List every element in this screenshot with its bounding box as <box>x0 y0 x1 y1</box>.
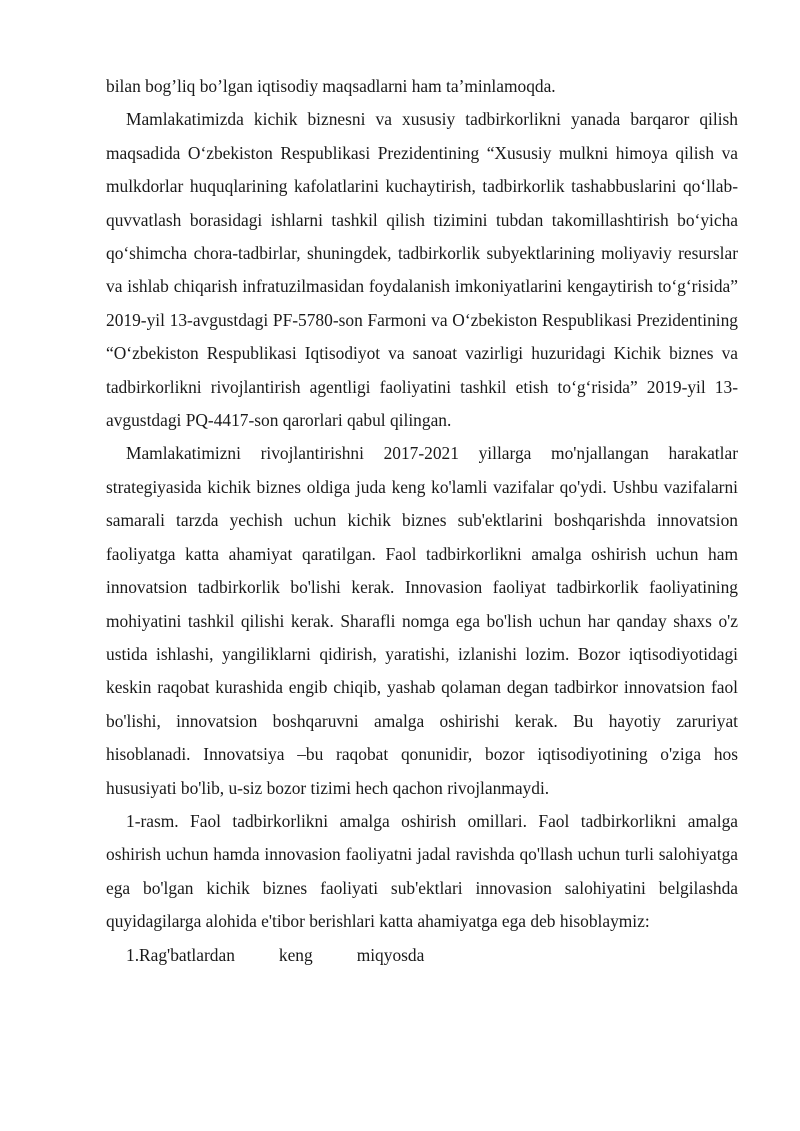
list-word: 1.Rag'batlardan <box>126 944 235 965</box>
list-word: keng <box>278 944 313 965</box>
list-word: miqyosda <box>356 944 425 965</box>
paragraph-innovation-strategy: Mamlakatimizni rivojlantirishni 2017-2021 yillarga mo'njallangan harakatlar strategiyasida kichik biznes oldiga juda keng ko'lamli vazifalar qo'ydi. Ushbu vazifalarni samarali tarzda yechish uchun kichik biznes sub'ektlarini boshqarishda innovatsion faoliyatga katta ahamiyat qaratilgan. Faol tadbirkorlikni amalga oshirish uchun ham innovatsion tadbirkorlik bo'lishi kerak. Innovasion faoliyat tadbirkorlik faoliyatining mohiyatini tashkil qilishi kerak. Sharafli nomga ega bo'lish uchun har qanday shaxs o'z ustida ishlashi, yangiliklarni qidirish, yaratishi, izlanishi lozim. Bozor iqtisodiyotidagi keskin raqobat kurashida engib chiqib, yashab qolaman degan tadbirkor innovatsion faol bo'lishi, innovatsion boshqaruvni amalga oshirishi kerak. Bu hayotiy zaruriyat hisoblanadi. Innovatsiya –bu raqobat qonunidir, bozor iqtisodiyotining o'ziga hos hususiyati bo'lib, u-siz bozor tizimi hech qachon rivojlanmaydi. <box>106 443 738 798</box>
list-item-1 <box>106 939 738 972</box>
paragraph-continuation: bilan bog’liq bo’lgan iqtisodiy maqsadlarni ham ta’minlamoqda. <box>106 76 556 96</box>
paragraph-figure-caption: 1-rasm. Faol tadbirkorlikni amalga oshirish omillari. Faol tadbirkorlikni amalga oshirish uchun hamda innovasion faoliyatni jadal ravishda qo'llash uchun turli salohiyatga ega bo'lgan kichik biznes faoliyati sub'ektlari innovasion salohiyatini belgilashda quyidagilarga alohida e'tibor berishlari katta ahamiyatga ega deb hisoblaymiz: <box>106 810 738 932</box>
body-text <box>106 70 738 972</box>
paragraph-legal-acts: Mamlakatimizda kichik biznesni va xususiy tadbirkorlikni yanada barqaror qilish maqsadida O‘zbekiston Respublikasi Prezidentining “Xususiy mulkni himoya qilish va mulkdorlar huquqlarining kafolatlarini kuchaytirish, tadbirkorlik tashabbuslarini qo‘llab- quvvatlash borasidagi ishlarni tashkil qilish tizimini tubdan takomillashtirish bo‘yicha qo‘shimcha chora-tadbirlar, shuningdek, tadbirkorlik subyektlarining moliyaviy resurslar va ishlab chiqarish infratuzilmasidan foydalanish imkoniyatlarini kengaytirish to‘g‘risida” 2019-yil 13-avgustdagi PF-5780-son Farmoni va O‘zbekiston Respublikasi Prezidentining “O‘zbekiston Respublikasi Iqtisodiyot va sanoat vazirligi huzuridagi Kichik biznes va tadbirkorlikni rivojlantirish agentligi faoliyatini tashkil etish to‘g‘risida” 2019-yil 13-avgustdagi PQ-4417-son qarorlari qabul qilingan. <box>106 109 738 431</box>
